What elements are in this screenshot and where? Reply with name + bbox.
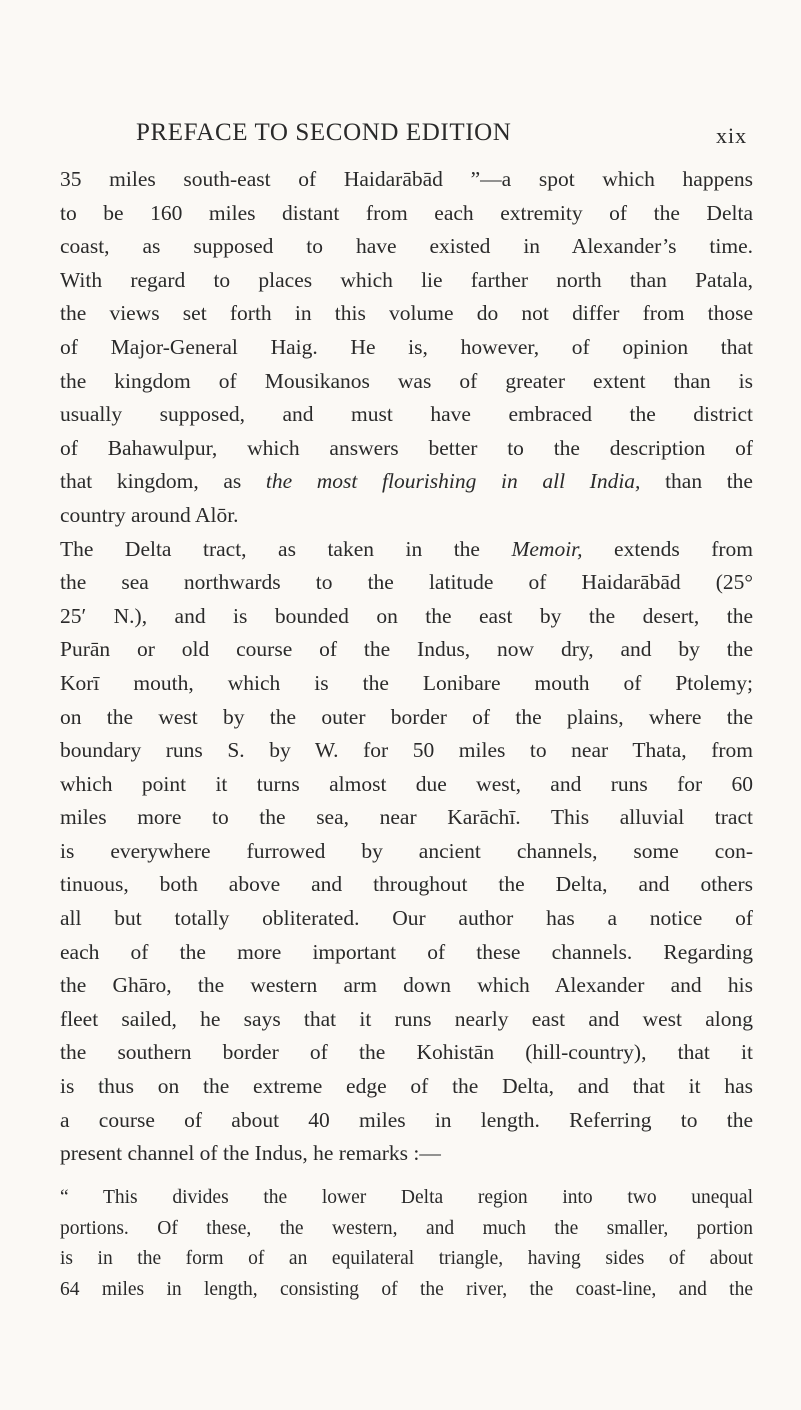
body-text xyxy=(60,163,753,1306)
text-line: of Bahawulpur, which answers better to the description of xyxy=(60,435,753,460)
text-run: that kingdom, as xyxy=(60,469,266,494)
italic-quotation: the most flourishing in all India, xyxy=(265,469,641,494)
text-line: 25′ N.), and is bounded on the east by the desert, the xyxy=(60,603,753,628)
text-line: 35 miles south-east of Haidarābād ”—a spot which happens xyxy=(60,167,753,191)
text-line: Purān or old course of the Indus, now dry, and by the xyxy=(60,637,753,662)
text-line: the Ghāro, the western arm down which Alexander and his xyxy=(60,973,753,998)
text-line: the views set forth in this volume do not differ from those xyxy=(60,301,753,326)
paragraph-start-line xyxy=(60,533,753,567)
quote-line: portions. Of these, the western, and much the smaller, portion xyxy=(60,1217,753,1239)
quote-line: 64 miles in length, consisting of the river, the coast-line, and the xyxy=(60,1279,753,1301)
text-line-with-italic xyxy=(60,465,753,499)
page-number: xix xyxy=(716,123,748,148)
text-line: fleet sailed, he says that it runs nearly east and west along xyxy=(60,1006,753,1031)
text-line: of Major-General Haig. He is, however, of opinion that xyxy=(60,334,753,359)
text-line: a course of about 40 miles in length. Referring to the xyxy=(60,1107,753,1132)
text-line: the kingdom of Mousikanos was of greater extent than is xyxy=(60,368,753,393)
text-line: With regard to places which lie farther north than Patala, xyxy=(60,267,753,292)
running-title: PREFACE TO SECOND EDITION xyxy=(136,119,512,146)
text-line: on the west by the outer border of the plains, where the xyxy=(60,704,753,729)
text-line: which point it turns almost due west, and runs for 60 xyxy=(60,771,753,796)
text-line: to be 160 miles distant from each extremity of the Delta xyxy=(60,200,753,225)
text-line: usually supposed, and must have embraced the district xyxy=(60,402,753,427)
quote-line: is in the form of an equilateral triangle, having sides of about xyxy=(60,1248,753,1270)
text-line: the sea northwards to the latitude of Haidarābād (25° xyxy=(60,570,753,595)
text-line: Korī mouth, which is the Lonibare mouth of Ptolemy; xyxy=(60,670,753,695)
text-line: each of the more important of these channels. Regarding xyxy=(60,939,753,964)
block-quotation xyxy=(60,1183,753,1306)
text-line: boundary runs S. by W. for 50 miles to near Thata, from xyxy=(60,738,753,763)
text-line: the southern border of the Kohistān (hill-country), that it xyxy=(60,1040,753,1065)
text-run: extends from xyxy=(582,536,753,561)
paragraph-end-line: country around Alōr. xyxy=(60,502,239,527)
italic-title: Memoir, xyxy=(511,536,583,561)
text-line: is thus on the extreme edge of the Delta, and that it has xyxy=(60,1074,753,1099)
text-line: miles more to the sea, near Karāchī. This alluvial tract xyxy=(60,805,753,830)
text-line: all but totally obliterated. Our author has a notice of xyxy=(60,906,753,931)
text-line: coast, as supposed to have existed in Alexander’s time. xyxy=(60,234,753,259)
text-line: is everywhere furrowed by ancient channels, some con- xyxy=(60,838,753,863)
text-run: The Delta tract, as taken in the xyxy=(60,536,512,561)
quote-line: “ This divides the lower Delta region into two unequal xyxy=(60,1186,753,1208)
text-run: than the xyxy=(640,469,753,494)
text-line: present channel of the Indus, he remarks :— xyxy=(60,1141,441,1166)
text-line: tinuous, both above and throughout the Delta, and others xyxy=(60,872,753,897)
